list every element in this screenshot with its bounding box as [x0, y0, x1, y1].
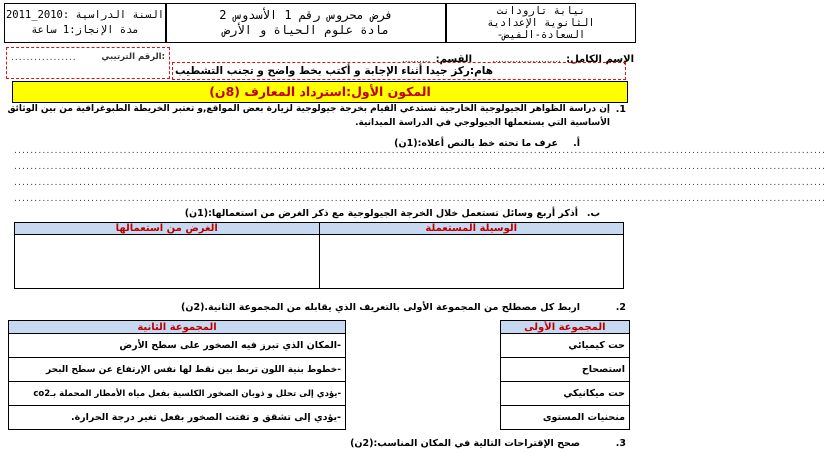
q1-number: 1.	[615, 104, 626, 115]
subject: مادة علوم الحياة و الأرض	[222, 23, 390, 37]
directorate: نيابة تارودانت	[496, 5, 586, 17]
gap-1	[346, 334, 501, 358]
definition-4[interactable]: -يؤدي إلى تشقق و تفتت الصخور بفعل تغير درجة الحرارة.	[9, 406, 346, 430]
instruction-box	[172, 62, 626, 80]
term-3[interactable]: حت ميكانيكي	[500, 382, 629, 406]
q3-number: 3.	[615, 438, 626, 449]
connector-gap	[346, 321, 501, 334]
gap-4	[346, 406, 501, 430]
definition-1[interactable]: -المكان الذي تبرز فيه الصخور على سطح الأرض	[9, 334, 346, 358]
answer-line-2[interactable]: ........................................................................................................................................................................................................	[14, 162, 826, 172]
tools-table	[14, 222, 624, 289]
section-label: القسم:	[435, 54, 472, 65]
q1b-text: أذكر أربع وسائل تستعمل خلال الخرجة الجيولوجية مع ذكر الغرض من استعمالها:(1ن)	[184, 208, 578, 219]
duration: مدة الإنجاز:1 ساعة	[31, 24, 139, 36]
definition-2[interactable]: -خطوط بنية اللون تربط بين نقط لها نفس الإرتفاع عن سطح البحر	[9, 358, 346, 382]
answer-line-4[interactable]: ........................................................................................................................................................................................................	[14, 194, 826, 204]
instruction-text: هام:ركز جيدا أثناء الإجابة و أكتب بخط واضح و تجنب التشطيب	[174, 65, 493, 77]
rank-box	[6, 47, 170, 79]
q2-number: 2.	[615, 302, 626, 313]
school-name: الثانوية الإعدادية	[487, 17, 595, 29]
rank-field[interactable]: .................	[11, 53, 77, 63]
section-area	[172, 47, 472, 65]
school-location: السعادة-الفيض-	[496, 29, 586, 41]
q1-text-line1: إن دراسة الظواهر الجيولوجية الخارجية تستدعي القيام بخرجة جيولوجية لزيارة بعض المواقع,و تعتبر الخريطة الطبوغرافية من بين الوثائق	[7, 104, 610, 114]
q2-text: اربط كل مصطلح من المجموعة الأولى بالتعريف الذي يقابله من المجموعة الثانية.(2ن)	[180, 302, 580, 313]
answer-line-3[interactable]: ........................................................................................................................................................................................................	[14, 178, 826, 188]
gap-3	[346, 382, 501, 406]
name-field[interactable]: ........................	[492, 55, 561, 65]
section-title-bar: المكون الأول:استرداد المعارف (8ن)	[12, 81, 628, 103]
definition-3[interactable]: -يؤدي إلى تحلل و ذوبان الصخور الكلسية بفعل مياه الأمطار المحملة بـco2	[9, 382, 346, 406]
school-year: السنة الدراسية :2010_2011	[5, 9, 165, 21]
q1-text-line2: الأساسية التي يستعملها الجيولوجي في الدراسة الميدانية.	[355, 118, 610, 128]
term-4[interactable]: منحنيات المستوى	[500, 406, 629, 430]
term-1[interactable]: حت كيميائي	[500, 334, 629, 358]
col-tool: الوسيلة المستعملة	[319, 223, 624, 235]
matching-table	[8, 320, 630, 430]
tool-answer-cell[interactable]	[319, 235, 624, 289]
gap-2	[346, 358, 501, 382]
q1b-label: ب.	[586, 208, 600, 219]
answer-line-1[interactable]: ........................................................................................................................................................................................................	[14, 146, 826, 156]
purpose-answer-cell[interactable]	[15, 235, 320, 289]
group2-header: المجموعة الثانية	[9, 321, 346, 334]
exam-title: فرض محروس رقم 1 الأسدوس 2	[219, 8, 393, 22]
q1a-label: أ.	[573, 138, 580, 149]
q1a-text: عرف ما تحته خط بالنص أعلاه:(1ن)	[394, 138, 558, 149]
rank-label: الرقم الترتيبي:	[101, 52, 165, 62]
term-2[interactable]: استصحاح	[500, 358, 629, 382]
section-field[interactable]: ..........	[401, 55, 431, 65]
q3-text: صحح الإقتراحات التالية في المكان المناسب:(2ن)	[350, 438, 580, 449]
name-label: الإسم الكامل:	[566, 54, 634, 65]
header-school-box	[446, 3, 636, 43]
header-year-box	[4, 3, 166, 43]
col-purpose: الغرض من استعمالها	[15, 223, 320, 235]
name-area	[476, 47, 634, 63]
group1-header: المجموعة الأولى	[500, 321, 629, 334]
header-exam-box	[166, 3, 446, 43]
